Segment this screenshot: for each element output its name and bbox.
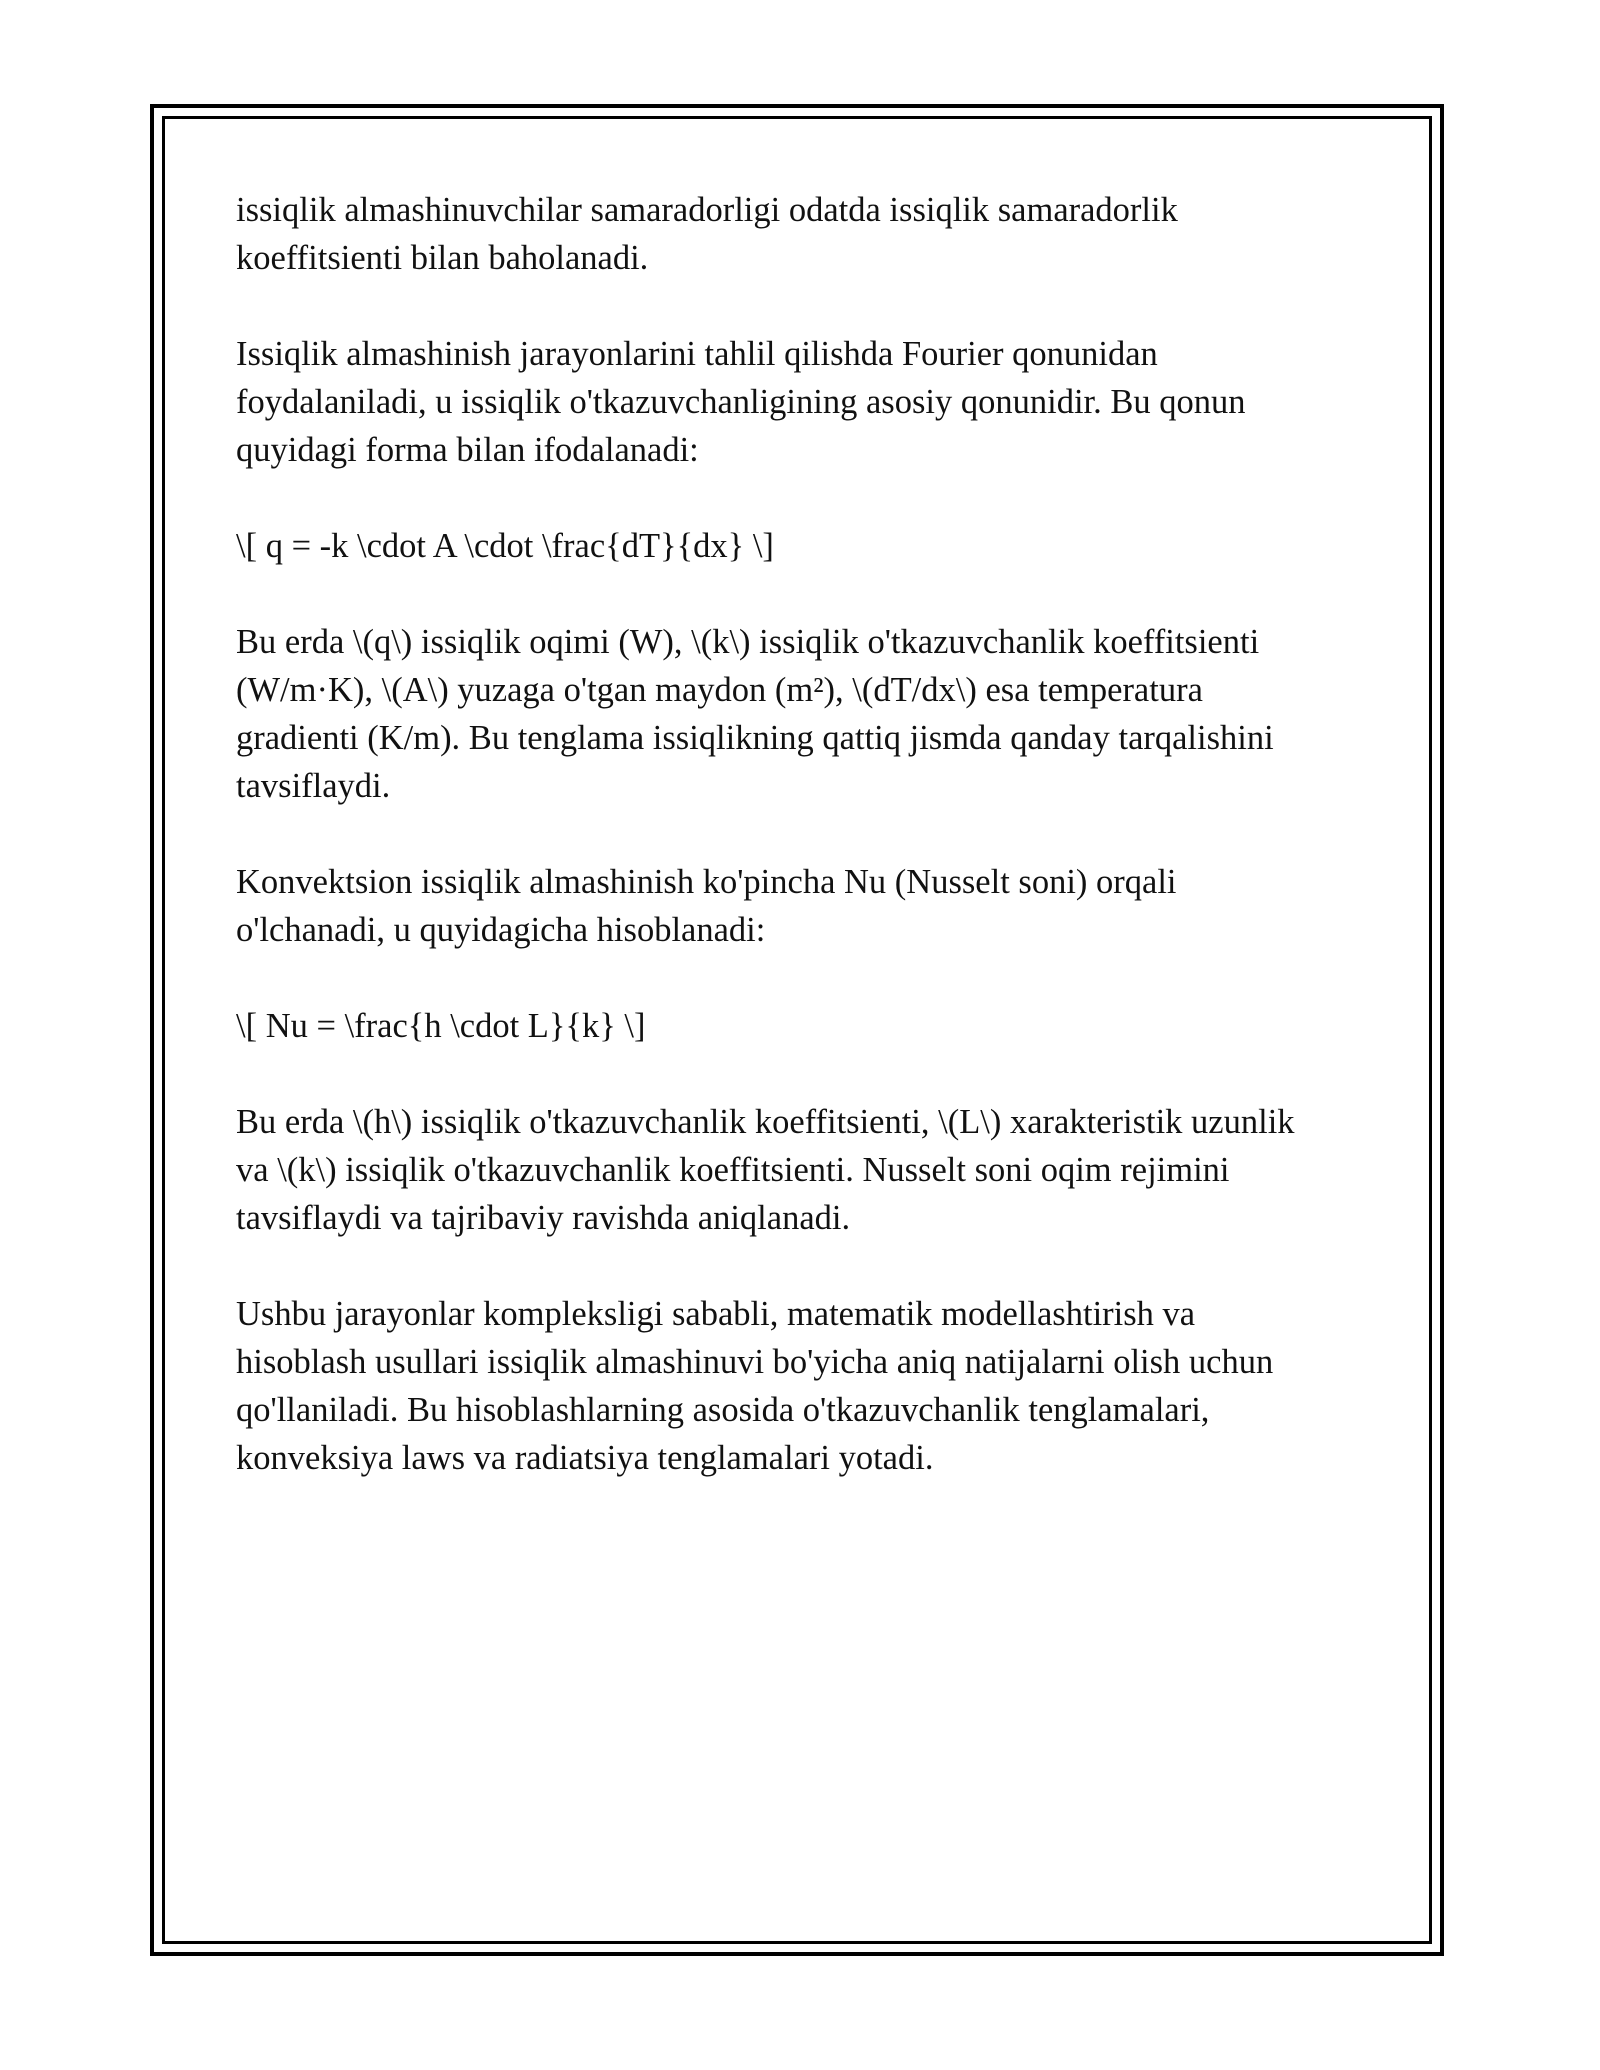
text-line: Konvektsion issiqlik almashinish ko'pincha Nu (Nusselt soni) orqali (236, 863, 1177, 901)
text-line: \[ q = -k \cdot A \cdot \frac{dT}{dx} \] (236, 527, 774, 565)
document-body (236, 186, 1376, 1530)
paragraph (236, 1290, 1376, 1482)
text-line: (W/m·K), \(A\) yuzaga o'tgan maydon (m²), \(dT/dx\) esa temperatura (236, 671, 1203, 709)
paragraph (236, 522, 1376, 570)
text-line: issiqlik almashinuvchilar samaradorligi odatda issiqlik samaradorlik (236, 191, 1178, 229)
paragraph (236, 1098, 1376, 1242)
text-line: Bu erda \(h\) issiqlik o'tkazuvchanlik koeffitsienti, \(L\) xarakteristik uzunlik (236, 1103, 1295, 1141)
text-line: \[ Nu = \frac{h \cdot L}{k} \] (236, 1007, 646, 1045)
paragraph (236, 618, 1376, 810)
text-line: quyidagi forma bilan ifodalanadi: (236, 431, 699, 469)
paragraph (236, 858, 1376, 954)
text-line: qo'llaniladi. Bu hisoblashlarning asosida o'tkazuvchanlik tenglamalari, (236, 1391, 1210, 1429)
text-line: foydalaniladi, u issiqlik o'tkazuvchanligining asosiy qonunidir. Bu qonun (236, 383, 1246, 421)
text-line: Issiqlik almashinish jarayonlarini tahlil qilishda Fourier qonunidan (236, 335, 1158, 373)
text-line: tavsiflaydi. (236, 767, 391, 805)
paragraph (236, 330, 1376, 474)
text-line: koeffitsienti bilan baholanadi. (236, 239, 649, 277)
text-line: Ushbu jarayonlar kompleksligi sababli, matematik modellashtirish va (236, 1295, 1196, 1333)
paragraph (236, 186, 1376, 282)
text-line: konveksiya laws va radiatsiya tenglamalari yotadi. (236, 1439, 934, 1477)
paragraph (236, 1002, 1376, 1050)
text-line: va \(k\) issiqlik o'tkazuvchanlik koeffitsienti. Nusselt soni oqim rejimini (236, 1151, 1230, 1189)
text-line: tavsiflaydi va tajribaviy ravishda aniqlanadi. (236, 1199, 851, 1237)
text-line: Bu erda \(q\) issiqlik oqimi (W), \(k\) issiqlik o'tkazuvchanlik koeffitsienti (236, 623, 1260, 661)
text-line: hisoblash usullari issiqlik almashinuvi bo'yicha aniq natijalarni olish uchun (236, 1343, 1274, 1381)
text-line: gradienti (K/m). Bu tenglama issiqlikning qattiq jismda qanday tarqalishini (236, 719, 1274, 757)
text-line: o'lchanadi, u quyidagicha hisoblanadi: (236, 911, 766, 949)
